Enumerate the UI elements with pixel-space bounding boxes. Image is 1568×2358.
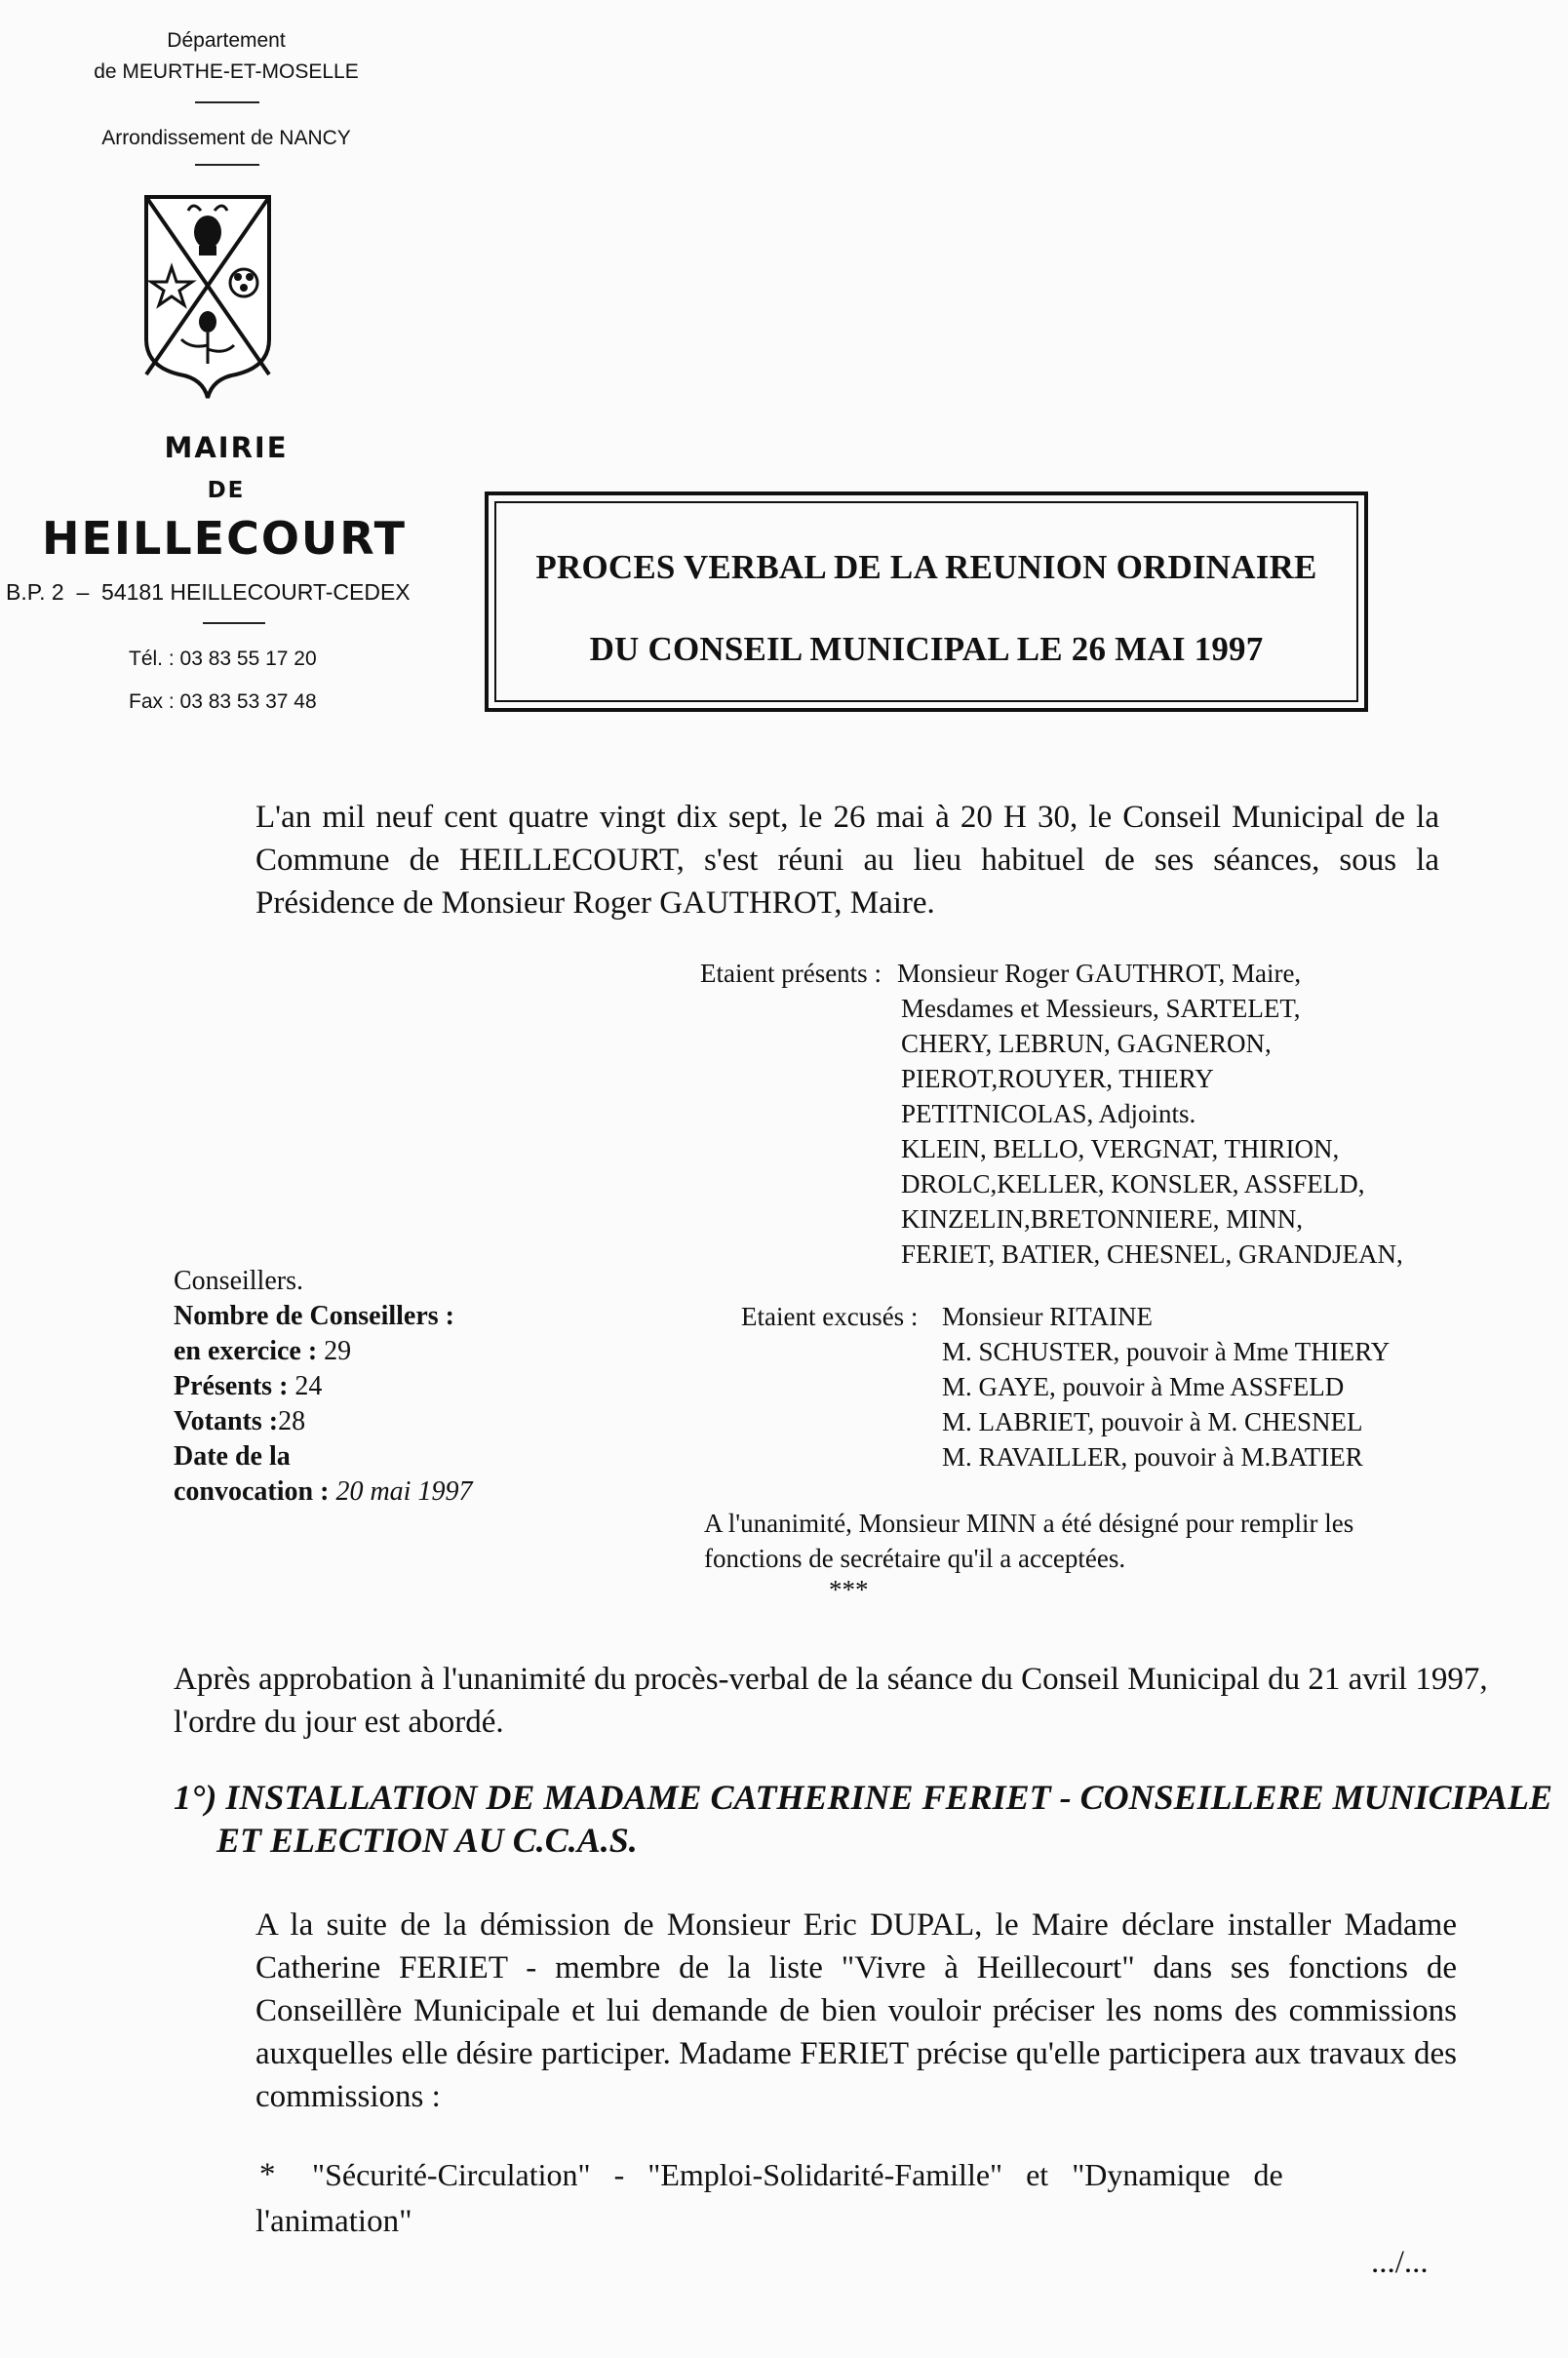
departement-line1: Département xyxy=(167,29,286,52)
divider xyxy=(195,164,259,166)
excuses-first: Monsieur RITAINE xyxy=(942,1302,1154,1331)
council-counts xyxy=(174,1264,472,1510)
date-label-line2: convocation : xyxy=(174,1476,330,1507)
presents-list xyxy=(897,956,1403,1272)
votants-value: 28 xyxy=(278,1406,306,1436)
present-line: Mesdames et Messieurs, SARTELET, xyxy=(901,994,1301,1023)
present-line: Monsieur Roger GAUTHROT, Maire, xyxy=(897,959,1302,988)
section1-heading-line1: 1°) INSTALLATION DE MADAME CATHERINE FERIET - CONSEILLERE MUNICIPALE xyxy=(174,1778,1553,1817)
present-line: KINZELIN,BRETONNIERE, MINN, xyxy=(901,1204,1303,1234)
present-line: DROLC,KELLER, KONSLER, ASSFELD, xyxy=(901,1169,1365,1199)
exercice-value: 29 xyxy=(324,1336,352,1366)
divider xyxy=(203,622,265,624)
title-line2: DU CONSEIL MUNICIPAL LE 26 MAI 1997 xyxy=(589,630,1264,668)
secretaire-line2: fonctions de secrétaire qu'il a acceptées. xyxy=(704,1544,1126,1573)
address: B.P. 2 – 54181 HEILLECOURT-CEDEX xyxy=(6,579,411,605)
secretaire-line1: A l'unanimité, Monsieur MINN a été désigné pour remplir les xyxy=(704,1509,1354,1538)
commune-name: HEILLECOURT xyxy=(41,512,408,565)
intro-paragraph: L'an mil neuf cent quatre vingt dix sept, le 26 mai à 20 H 30, le Conseil Municipal de la Commune de HEILLECOURT, s'est réuni au lieu habituel de ses séances, sous la Présidence de Monsieur Roger GAUTHROT, Maire. xyxy=(255,800,1439,921)
bullet-mark: * xyxy=(259,2157,276,2192)
excuses-label: Etaient excusés : xyxy=(741,1302,919,1331)
presents-label: Etaient présents : xyxy=(700,959,882,988)
arrondissement: Arrondissement de NANCY xyxy=(101,127,351,149)
telephone: Tél. : 03 83 55 17 20 xyxy=(129,648,317,670)
excuse-line: M. GAYE, pouvoir à Mme ASSFELD xyxy=(942,1372,1345,1401)
divider xyxy=(195,101,259,103)
excuse-line: M. LABRIET, pouvoir à M. CHESNEL xyxy=(942,1407,1363,1436)
separator: *** xyxy=(829,1575,869,1604)
continuation-mark: .../... xyxy=(1371,2245,1429,2280)
title-line1: PROCES VERBAL DE LA REUNION ORDINAIRE xyxy=(535,548,1317,586)
bullet-line1: "Sécurité-Circulation" - "Emploi-Solidarité-Famille" et "Dynamique de xyxy=(312,2157,1283,2192)
excuse-line: M. SCHUSTER, pouvoir à Mme THIERY xyxy=(942,1337,1391,1366)
section1-body: A la suite de la démission de Monsieur Eric DUPAL, le Maire déclare installer Madame Catherine FERIET - membre de la liste "Vivre à Heillecourt" dans ses fonctions de Conseillère Municipale et lui demande de bien vouloir préciser les noms des commissions auxquelles elle désire participer. Madame FERIET précise qu'elle participera aux travaux des commissions : xyxy=(255,1907,1457,2114)
section1-heading-line2: ET ELECTION AU C.C.A.S. xyxy=(216,1821,638,1860)
presents-count-value: 24 xyxy=(294,1371,323,1401)
nombre-label: Nombre de Conseillers : xyxy=(174,1301,454,1331)
de-label: DE xyxy=(207,478,246,503)
date-label-line1: Date de la xyxy=(174,1441,291,1472)
title-box xyxy=(485,491,1368,712)
mairie-label: MAIRIE xyxy=(164,431,289,464)
presents-count-label: Présents : xyxy=(174,1371,289,1401)
present-line: FERIET, BATIER, CHESNEL, GRANDJEAN, xyxy=(901,1239,1403,1269)
departement-line2: de MEURTHE-ET-MOSELLE xyxy=(94,60,359,83)
present-line: PIEROT,ROUYER, THIERY xyxy=(901,1064,1214,1093)
approbation-paragraph: Après approbation à l'unanimité du procès-verbal de la séance du Conseil Municipal du 21 avril 1997, l'ordre du jour est abordé. xyxy=(174,1662,1488,1740)
fax: Fax : 03 83 53 37 48 xyxy=(129,690,317,713)
convocation-date: 20 mai 1997 xyxy=(335,1476,473,1507)
bullet-line2: l'animation" xyxy=(255,2204,412,2239)
exercice-label: en exercice : xyxy=(174,1336,318,1366)
coat-of-arms-icon xyxy=(142,193,273,400)
excuses-list xyxy=(942,1334,1390,1474)
votants-label: Votants : xyxy=(174,1406,279,1436)
present-line: KLEIN, BELLO, VERGNAT, THIRION, xyxy=(901,1134,1340,1163)
conseillers-label: Conseillers. xyxy=(174,1266,303,1296)
present-line: PETITNICOLAS, Adjoints. xyxy=(901,1099,1196,1128)
present-line: CHERY, LEBRUN, GAGNERON, xyxy=(901,1029,1272,1058)
excuse-line: M. RAVAILLER, pouvoir à M.BATIER xyxy=(942,1442,1363,1472)
